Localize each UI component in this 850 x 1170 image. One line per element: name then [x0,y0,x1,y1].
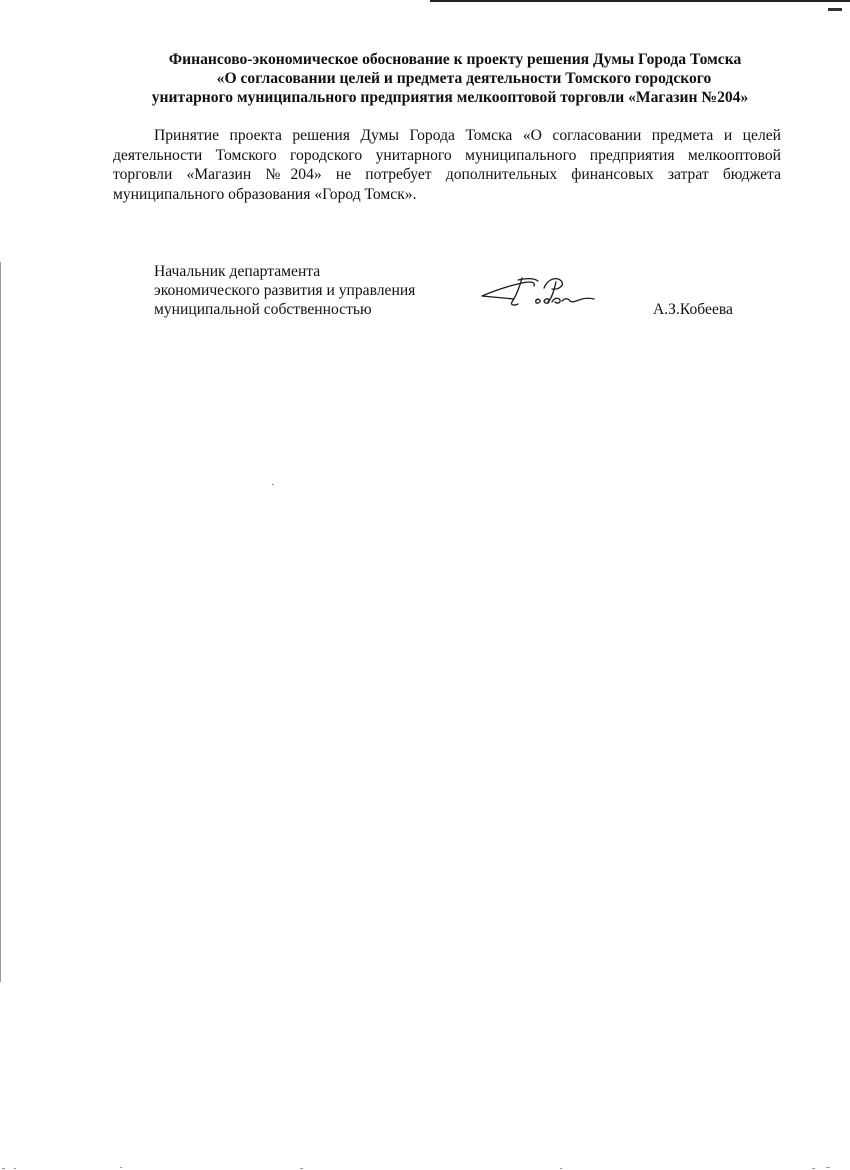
signer-name: А.З.Кобеева [653,301,733,318]
scan-speck [272,484,274,485]
scan-border-top [430,0,850,2]
title-line-3: унитарного муниципального предприятия мелкооптовой торговли «Магазин №204» [151,89,749,106]
signer-position [154,262,474,319]
signer-position-line-2: экономического развития и управления [154,282,416,299]
scan-mark [828,8,842,11]
signer-position-line-1: Начальник департамента [154,263,321,280]
signer-position-line-3: муниципальной собственностью [154,301,372,318]
title-line-1: Финансово-экономическое обоснование к проекту решения Думы Города Томска [168,51,742,68]
handwritten-signature [478,268,600,314]
scan-edge [0,262,1,982]
body-paragraph: Принятие проекта решения Думы Города Томска «О согласовании предмета и целей деятельности Томского городского унитарного муниципального предприятия мелкооптовой торговли «Магазин №204» не потребует дополнительных финансовых затрат бюджета муниципального образования «Город Томск». [113,127,781,203]
scan-noise-bottom [0,1164,850,1170]
title-line-2: «О согласовании целей и предмета деятельности Томского городского [216,70,712,87]
document-title [100,50,800,107]
